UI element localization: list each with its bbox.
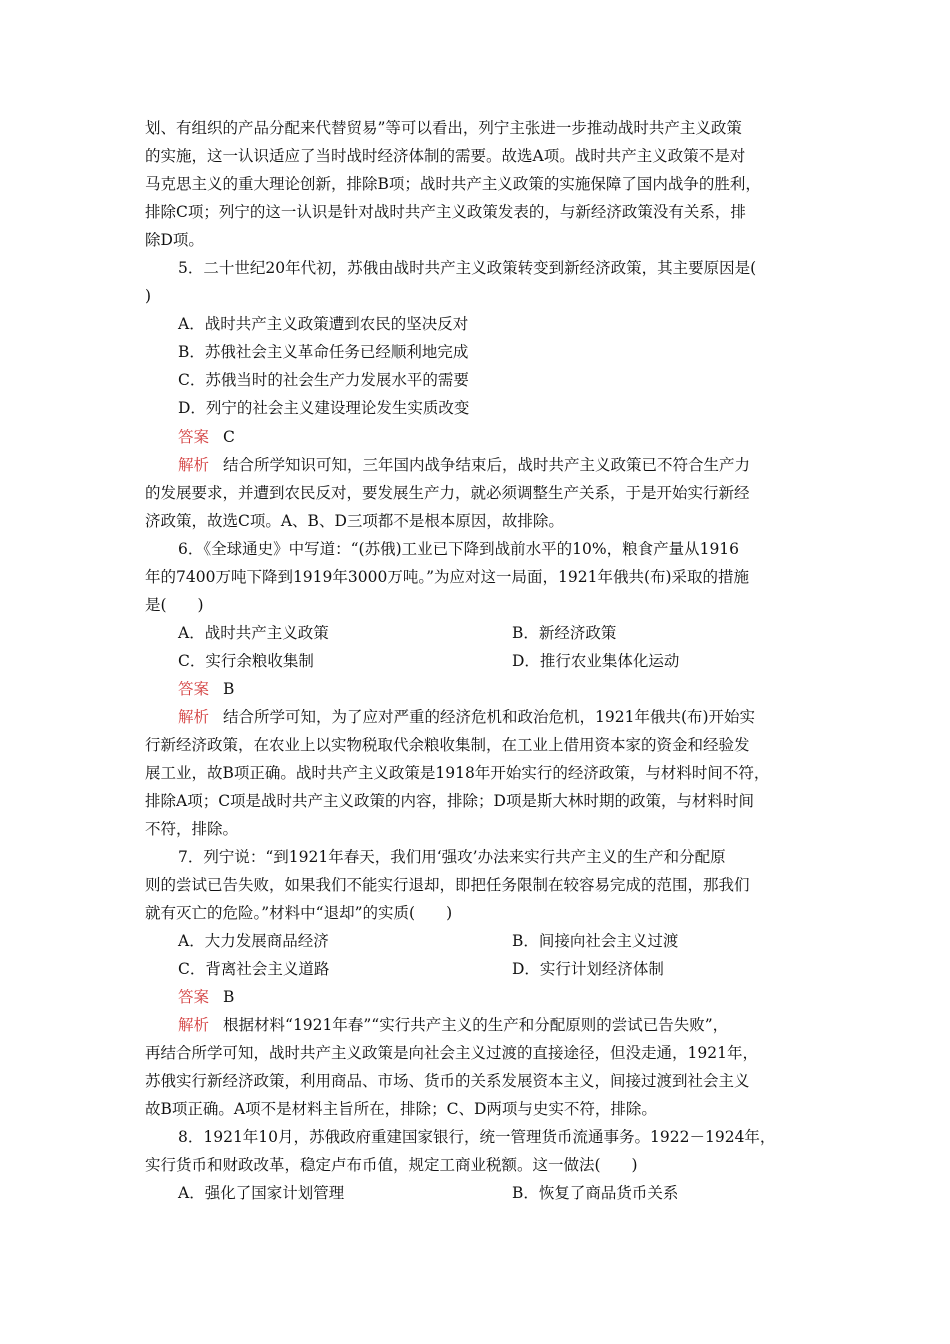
answer-label: 答案 bbox=[178, 428, 210, 446]
text-line: 排除C项；列宁的这一认识是针对战时共产主义政策发表的，与新经济政策没有关系，排 bbox=[145, 203, 746, 221]
analysis-text: 排除A项；C项是战时共产主义政策的内容，排除；D项是斯大林时期的政策，与材料时间 bbox=[145, 792, 754, 810]
analysis-text: 行新经济政策，在农业上以实物税取代余粮收集制，在工业上借用资本家的资金和经验发 bbox=[145, 736, 750, 754]
option-a: A．战时共产主义政策遭到农民的坚决反对 bbox=[178, 315, 469, 333]
answer-line bbox=[178, 679, 838, 699]
option-b: B．间接向社会主义过渡 bbox=[512, 932, 679, 950]
analysis-text: 济政策，故选C项。A、B、D三项都不是根本原因，故排除。 bbox=[145, 512, 564, 530]
question-7-stem: 就有灭亡的危险。”材料中“退却”的实质( ) bbox=[145, 904, 453, 922]
option-b: B．新经济政策 bbox=[512, 624, 617, 642]
option-c: C．背离社会主义道路 bbox=[178, 960, 330, 978]
analysis-line bbox=[178, 1015, 838, 1035]
answer-label: 答案 bbox=[178, 988, 210, 1006]
option-d: D．实行计划经济体制 bbox=[512, 960, 664, 978]
analysis-text: 故B项正确。A项不是材料主旨所在，排除；C、D两项与史实不符，排除。 bbox=[145, 1100, 657, 1118]
text-line: 划、有组织的产品分配来代替贸易”等可以看出，列宁主张进一步推动战时共产主义政策 bbox=[145, 119, 742, 137]
analysis-label: 解析 bbox=[178, 708, 210, 726]
question-7-stem: 则的尝试已告失败，如果我们不能实行退却，即把任务限制在较容易完成的范围，那我们 bbox=[145, 876, 750, 894]
question-6-stem: 是( ) bbox=[145, 596, 204, 614]
analysis-text: 结合所学可知，为了应对严重的经济危机和政治危机，1921年俄共(布)开始实 bbox=[223, 708, 756, 726]
option-c: C．实行余粮收集制 bbox=[178, 652, 314, 670]
analysis-label: 解析 bbox=[178, 456, 210, 474]
option-a: A．战时共产主义政策 bbox=[178, 624, 329, 642]
analysis-text: 结合所学知识可知，三年国内战争结束后，战时共产主义政策已不符合生产力 bbox=[223, 456, 751, 474]
option-b: B．恢复了商品货币关系 bbox=[512, 1184, 679, 1202]
answer-line bbox=[178, 427, 838, 447]
option-b: B．苏俄社会主义革命任务已经顺利地完成 bbox=[178, 343, 469, 361]
analysis-text: 苏俄实行新经济政策，利用商品、市场、货币的关系发展资本主义，间接过渡到社会主义 bbox=[145, 1072, 750, 1090]
question-8-stem: 实行货币和财政改革，稳定卢布币值，规定工商业税额。这一做法( ) bbox=[145, 1156, 638, 1174]
analysis-line bbox=[178, 707, 838, 727]
option-d: D．列宁的社会主义建设理论发生实质改变 bbox=[178, 399, 470, 417]
answer-value: C bbox=[223, 428, 235, 446]
analysis-text: 再结合所学可知，战时共产主义政策是向社会主义过渡的直接途径，但没走通，1921年， bbox=[145, 1044, 758, 1062]
answer-label: 答案 bbox=[178, 680, 210, 698]
option-d: D．推行农业集体化运动 bbox=[512, 652, 680, 670]
question-6-stem: 6．《全球通史》中写道：“(苏俄)工业已下降到战前水平的10%，粮食产量从1916 bbox=[178, 540, 740, 558]
question-5-stem: ) bbox=[145, 287, 152, 305]
analysis-label: 解析 bbox=[178, 1016, 210, 1034]
text-line: 除D项。 bbox=[145, 231, 204, 249]
answer-line bbox=[178, 987, 838, 1007]
answer-value: B bbox=[223, 680, 235, 698]
question-5-stem: 5．二十世纪20年代初，苏俄由战时共产主义政策转变到新经济政策，其主要原因是( bbox=[178, 259, 757, 277]
option-c: C．苏俄当时的社会生产力发展水平的需要 bbox=[178, 371, 469, 389]
option-a: A．大力发展商品经济 bbox=[178, 932, 329, 950]
analysis-text: 展工业，故B项正确。战时共产主义政策是1918年开始实行的经济政策，与材料时间不符， bbox=[145, 764, 770, 782]
analysis-text: 根据材料“1921年春”“实行共产主义的生产和分配原则的尝试已告失败”， bbox=[223, 1016, 729, 1034]
option-a: A．强化了国家计划管理 bbox=[178, 1184, 345, 1202]
question-7-stem: 7．列宁说：“到1921年春天，我们用‘强攻’办法来实行共产主义的生产和分配原 bbox=[178, 848, 726, 866]
question-8-stem: 8．1921年10月，苏俄政府重建国家银行，统一管理货币流通事务。1922－1924年， bbox=[178, 1128, 776, 1146]
analysis-text: 不符，排除。 bbox=[145, 820, 239, 838]
question-6-stem: 年的7400万吨下降到1919年3000万吨。”为应对这一局面，1921年俄共(布)采取的措施 bbox=[145, 568, 750, 586]
text-line: 马克思主义的重大理论创新，排除B项；战时共产主义政策的实施保障了国内战争的胜利， bbox=[145, 175, 761, 193]
answer-value: B bbox=[223, 988, 235, 1006]
analysis-text: 的发展要求，并遭到农民反对，要发展生产力，就必须调整生产关系，于是开始实行新经 bbox=[145, 484, 750, 502]
analysis-line bbox=[178, 455, 838, 475]
text-line: 的实施，这一认识适应了当时战时经济体制的需要。故选A项。战时共产主义政策不是对 bbox=[145, 147, 746, 165]
